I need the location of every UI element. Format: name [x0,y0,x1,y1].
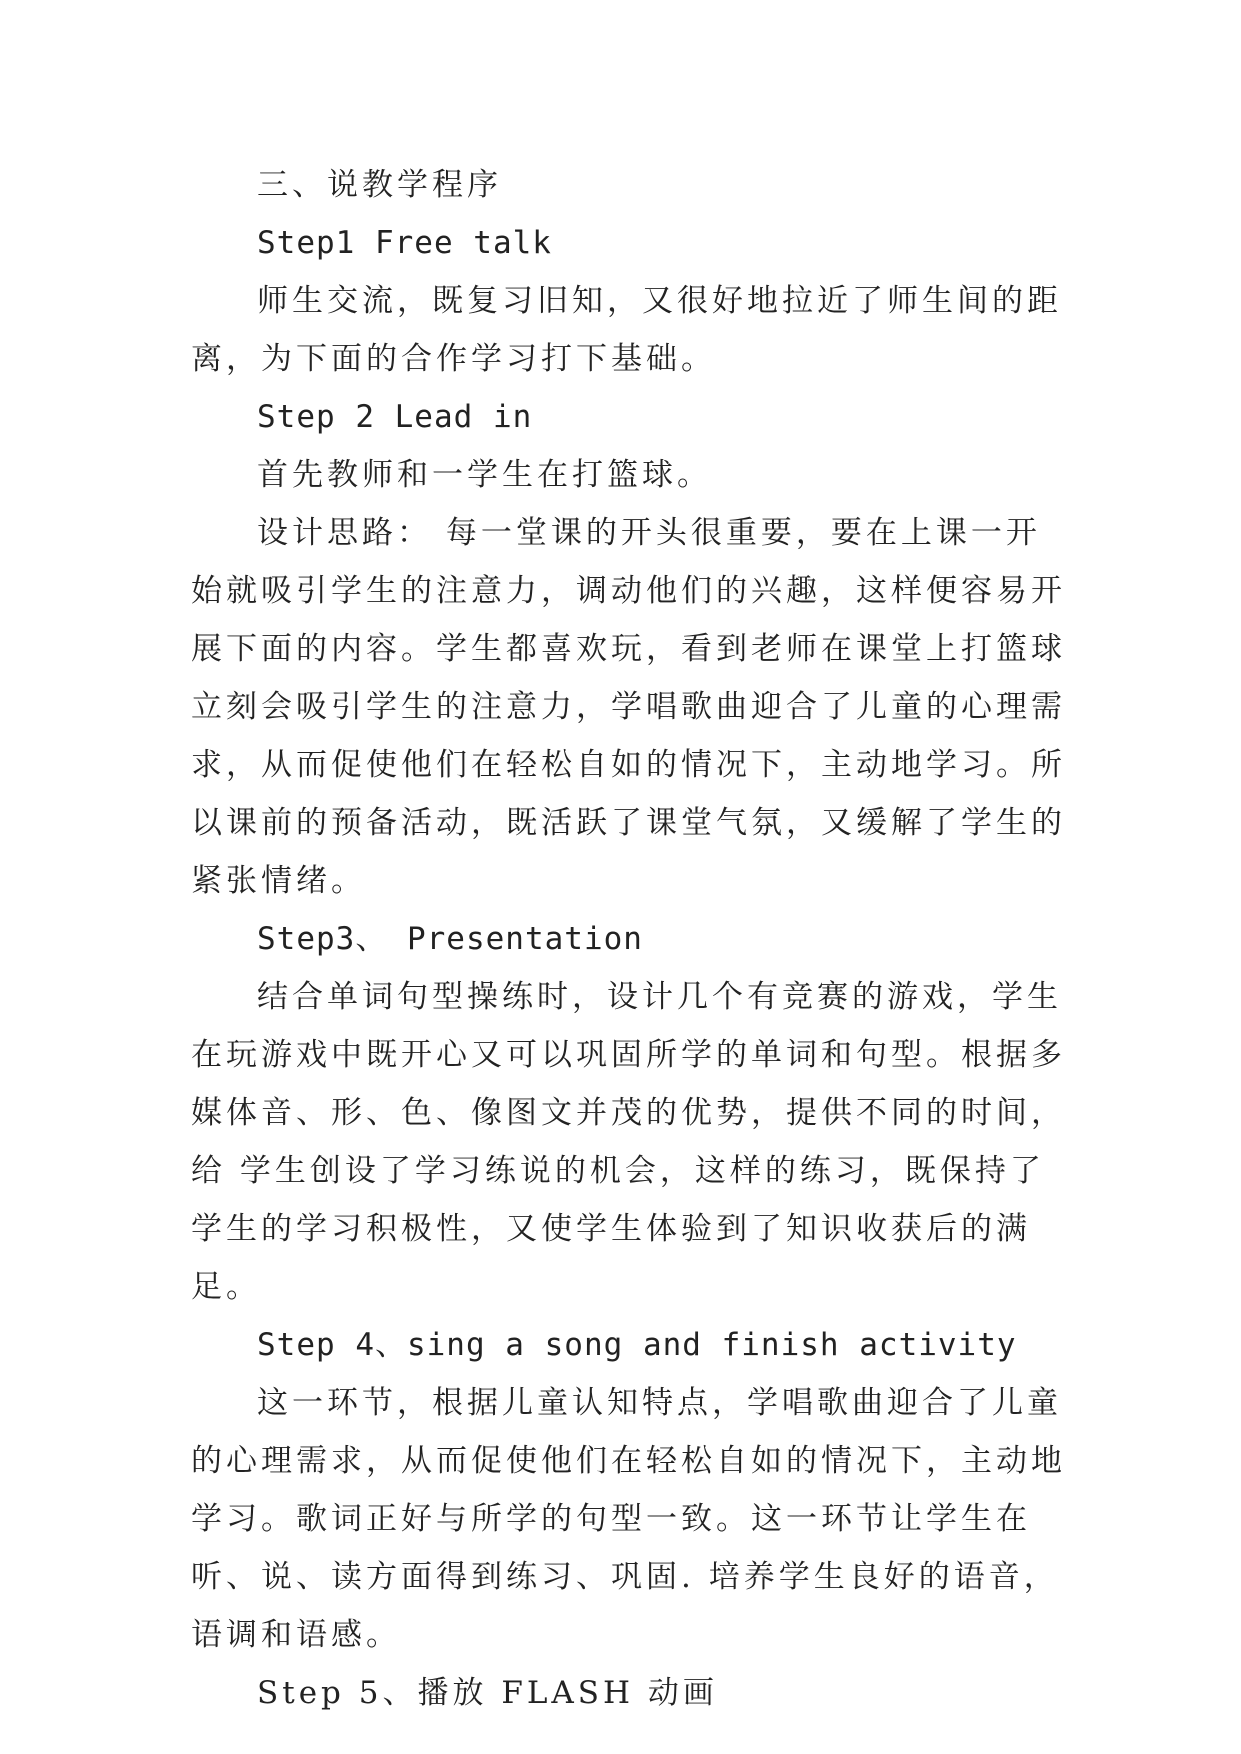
step1-heading: Step1 Free talk [257,225,552,261]
step2-paragraph: 首先教师和一学生在打篮球。 [257,457,712,493]
step4-paragraph: 这一环节，根据儿童认知特点，学唱歌曲迎合了儿童的心理需求，从而促使他们在轻松自如的情况下，主动地学习。歌词正好与所学的句型一致。这一环节让学生在听、说、读方面得到练习、巩固. 培养学生良好的语音，语调和语感。 [191,1385,1066,1653]
document-body [191,156,1071,1722]
section-heading: 三、说教学程序 [257,167,502,203]
step3-heading: Step3、 Presentation [257,921,643,957]
step2-design-paragraph: 设计思路： 每一堂课的开头很重要，要在上课一开始就吸引学生的注意力，调动他们的兴趣，这样便容易开展下面的内容。学生都喜欢玩，看到老师在课堂上打篮球立刻会吸引学生的注意力，学唱歌曲迎合了儿童的心理需求，从而促使他们在轻松自如的情况下，主动地学习。所以课前的预备活动，既活跃了课堂气氛，又缓解了学生的紧张情绪。 [191,515,1066,899]
step2-heading: Step 2 Lead in [257,399,533,435]
step4-heading: Step 4、sing a song and finish activity [257,1327,1017,1363]
step1-paragraph: 师生交流，既复习旧知，又很好地拉近了师生间的距离，为下面的合作学习打下基础。 [191,283,1062,377]
step5-heading: Step 5、播放 FLASH 动画 [257,1675,718,1711]
step3-paragraph: 结合单词句型操练时，设计几个有竞赛的游戏，学生在玩游戏中既开心又可以巩固所学的单词和句型。根据多媒体音、形、色、像图文并茂的优势，提供不同的时间，给 学生创设了学习练说的机会，这样的练习，既保持了学生的学习积极性，又使学生体验到了知识收获后的满足。 [191,979,1066,1305]
